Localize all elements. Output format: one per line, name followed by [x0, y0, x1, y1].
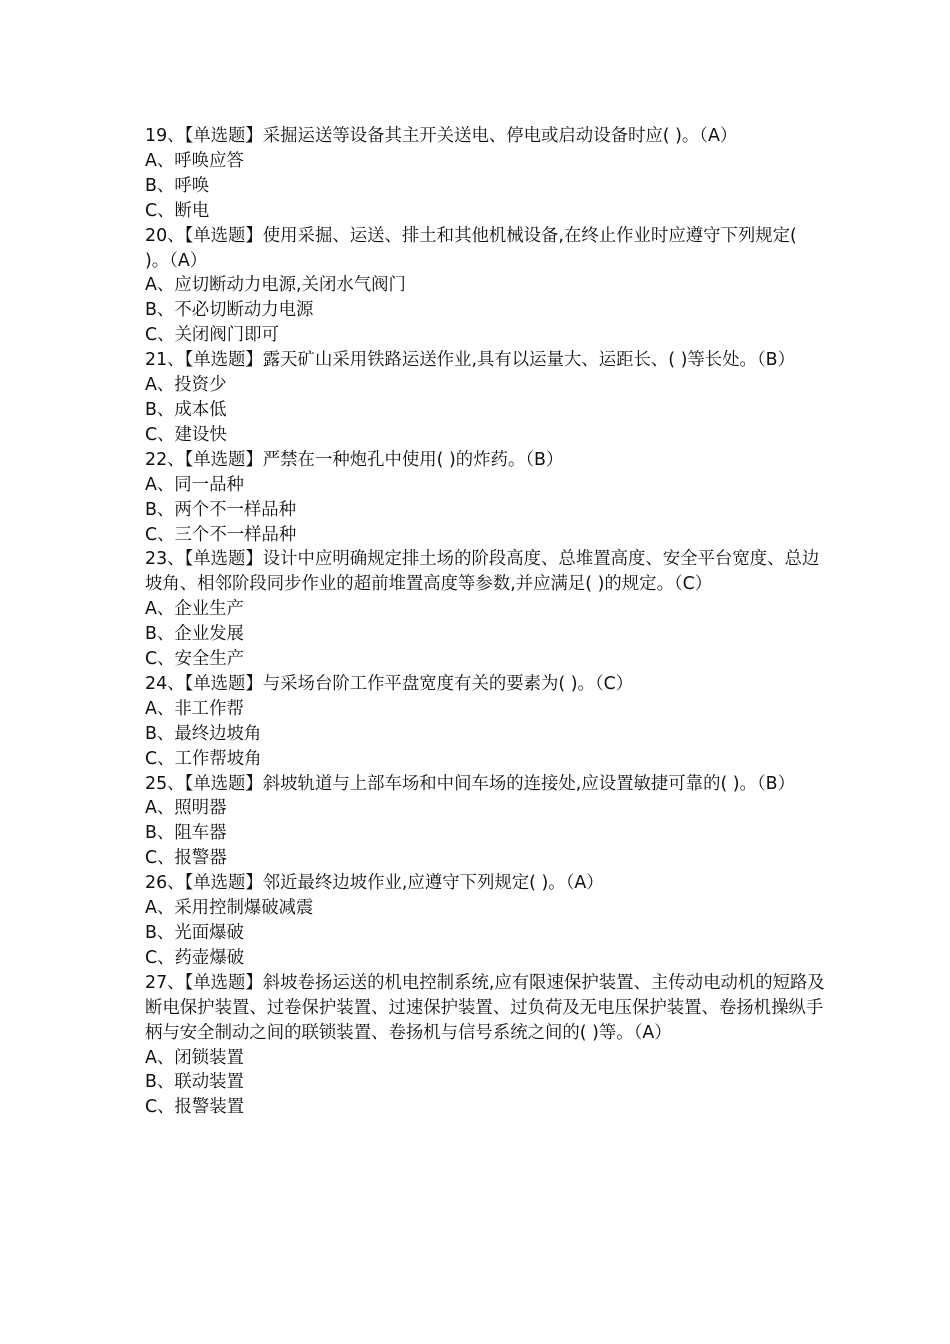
option-a: A、闭锁装置	[145, 1047, 244, 1068]
question-text: 25、【单选题】斜坡轨道与上部车场和中间车场的连接处,应设置敏捷可靠的( )。（B）	[145, 773, 795, 794]
option-c: C、关闭阀门即可	[145, 325, 279, 346]
option-a: A、同一品种	[145, 474, 244, 495]
option-b: B、联动装置	[145, 1072, 244, 1093]
option-c: C、报警装置	[145, 1097, 245, 1118]
option-b: B、呼唤	[145, 175, 210, 196]
option-a: A、应切断动力电源,关闭水气阀门	[145, 275, 406, 296]
option-c: C、药壶爆破	[145, 947, 245, 968]
question-block	[145, 448, 825, 548]
option-a: A、呼唤应答	[145, 150, 244, 171]
option-c: C、报警器	[145, 848, 227, 869]
question-block	[145, 224, 825, 349]
option-b: B、不必切断动力电源	[145, 300, 314, 321]
option-a: A、企业生产	[145, 599, 244, 620]
option-b: B、企业发展	[145, 624, 244, 645]
option-b: B、成本低	[145, 399, 227, 420]
question-block	[145, 547, 825, 672]
question-text: 26、【单选题】邻近最终边坡作业,应遵守下列规定( )。（A）	[145, 873, 604, 894]
option-c: C、三个不一样品种	[145, 524, 297, 545]
question-block	[145, 971, 825, 1120]
question-text: 20、【单选题】使用采掘、运送、排土和其他机械设备,在终止作业时应遵守下列规定( )。（A）	[145, 225, 797, 271]
option-b: B、阻车器	[145, 823, 227, 844]
question-text: 24、【单选题】与采场台阶工作平盘宽度有关的要素为( )。（C）	[145, 673, 634, 694]
option-a: A、非工作帮	[145, 698, 244, 719]
option-b: B、最终边坡角	[145, 723, 262, 744]
question-text: 27、【单选题】斜坡卷扬运送的机电控制系统,应有限速保护装置、主传动电动机的短路及断电保护装置、过卷保护装置、过速保护装置、过负荷及无电压保护装置、卷扬机操纵手柄与安全制动之间的联锁装置、卷扬机与信号系统之间的( )等。（A）	[145, 972, 825, 1043]
option-c: C、断电	[145, 200, 210, 221]
option-c: C、建设快	[145, 424, 227, 445]
question-text: 23、【单选题】设计中应明确规定排土场的阶段高度、总堆置高度、安全平台宽度、总边坡角、相邻阶段同步作业的超前堆置高度等参数,并应满足( )的规定。（C）	[145, 549, 820, 595]
question-block	[145, 124, 825, 224]
question-text: 19、【单选题】采掘运送等设备其主开关送电、停电或启动设备时应( )。（A）	[145, 126, 738, 146]
question-text: 22、【单选题】严禁在一种炮孔中使用( )的炸药。（B）	[145, 449, 564, 470]
option-a: A、照明器	[145, 798, 227, 819]
question-text: 21、【单选题】露天矿山采用铁路运送作业,具有以运量大、运距长、( )等长处。（B）	[145, 350, 795, 371]
option-c: C、安全生产	[145, 649, 245, 670]
question-block	[145, 348, 825, 448]
question-block	[145, 772, 825, 872]
option-c: C、工作帮坡角	[145, 748, 262, 769]
option-b: B、光面爆破	[145, 923, 244, 943]
question-list	[145, 124, 825, 1120]
option-b: B、两个不一样品种	[145, 499, 297, 520]
question-block	[145, 672, 825, 772]
option-a: A、投资少	[145, 375, 227, 396]
option-a: A、采用控制爆破减震	[145, 898, 314, 919]
question-block	[145, 871, 825, 971]
